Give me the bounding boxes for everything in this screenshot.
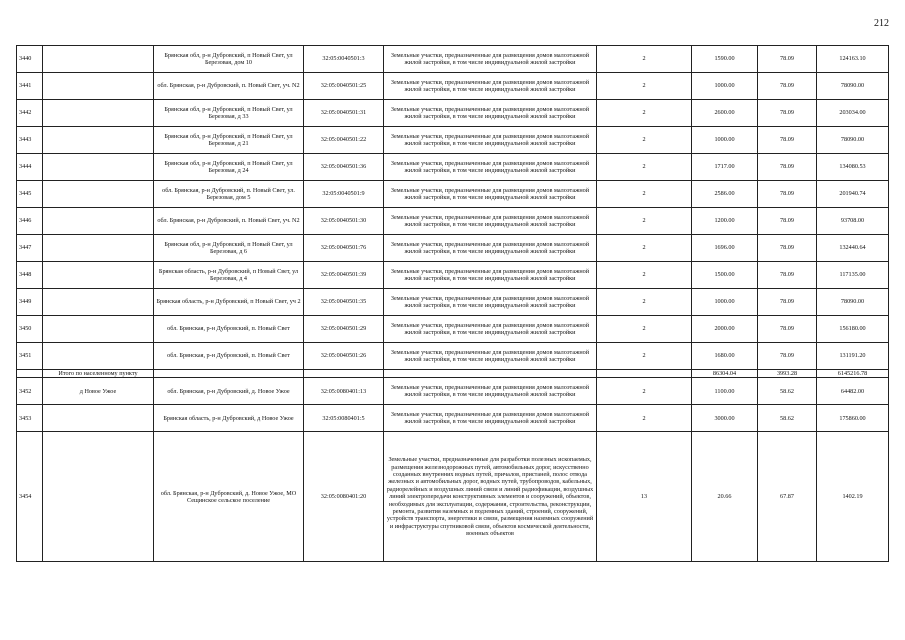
cell-sum: 78090.00 <box>817 127 889 154</box>
table-row <box>17 46 889 73</box>
cell-num: 3443 <box>17 127 43 154</box>
cell-use: Земельные участки, предназначенные для размещения домов малоэтажной жилой застройки, в том числе индивидуальной жилой застройки <box>384 378 597 405</box>
cell-cnt: 2 <box>597 46 692 73</box>
cell-sum: 78090.00 <box>817 289 889 316</box>
cell-cad: 32:05:0040501:3 <box>304 46 384 73</box>
cell-rate: 67.87 <box>758 432 817 562</box>
cell-cad: 32:05:0040501:39 <box>304 262 384 289</box>
cell-addr: Брянская обл, р-н Дубровский, п Новый Свет, ул Березовая, д 21 <box>154 127 304 154</box>
cell-use: Земельные участки, предназначенные для размещения домов малоэтажной жилой застройки, в том числе индивидуальной жилой застройки <box>384 100 597 127</box>
table-row <box>17 316 889 343</box>
cell-sum: 93708.00 <box>817 208 889 235</box>
cell-rate: 78.09 <box>758 235 817 262</box>
cell-sum: 203034.00 <box>817 100 889 127</box>
cell-addr: обл. Брянская, р-н Дубровский, п. Новый Свет <box>154 316 304 343</box>
cell-cad: 32:05:0080401:5 <box>304 405 384 432</box>
cell-addr: обл. Брянская, р-н Дубровский, п. Новый Свет, уч. N2 <box>154 208 304 235</box>
cell-cad: 32:05:0040501:22 <box>304 127 384 154</box>
cell-addr: Брянская область, р-н Дубровский, п Новый Свет, ул Березовая, д 4 <box>154 262 304 289</box>
cell-num: 3445 <box>17 181 43 208</box>
cell-cnt: 2 <box>597 100 692 127</box>
cell-use: Земельные участки, предназначенные для размещения домов малоэтажной жилой застройки, в том числе индивидуальной жилой застройки <box>384 181 597 208</box>
cell-num: 3454 <box>17 432 43 562</box>
cell-cnt: 13 <box>597 432 692 562</box>
cell-cnt: 2 <box>597 154 692 181</box>
cell-loc <box>43 262 154 289</box>
cell-cnt: 2 <box>597 405 692 432</box>
cell-use: Земельные участки, предназначенные для размещения домов малоэтажной жилой застройки, в том числе индивидуальной жилой застройки <box>384 343 597 370</box>
cell-area: 1000.00 <box>692 289 758 316</box>
cell-cad: 32:05:0040501:76 <box>304 235 384 262</box>
cell-area: 1696.00 <box>692 235 758 262</box>
cell-loc <box>43 181 154 208</box>
cell-sum: 78090.00 <box>817 73 889 100</box>
cell-area: 1680.00 <box>692 343 758 370</box>
table-row <box>17 343 889 370</box>
cell-area: 1500.00 <box>692 262 758 289</box>
cell-num: 3442 <box>17 100 43 127</box>
cell-use: Земельные участки, предназначенные для размещения домов малоэтажной жилой застройки, в том числе индивидуальной жилой застройки <box>384 262 597 289</box>
cell-cad: 32:05:0040501:26 <box>304 343 384 370</box>
cell-empty <box>304 370 384 378</box>
cell-rate: 58.62 <box>758 405 817 432</box>
table-row <box>17 208 889 235</box>
cell-loc <box>43 343 154 370</box>
cell-cad: 32:05:0040501:36 <box>304 154 384 181</box>
page-number: 212 <box>874 18 889 29</box>
cell-num: 3441 <box>17 73 43 100</box>
cell-num: 3450 <box>17 316 43 343</box>
cell-area: 1717.00 <box>692 154 758 181</box>
table-row <box>17 262 889 289</box>
cell-empty <box>597 370 692 378</box>
cell-empty <box>154 370 304 378</box>
table-row <box>17 405 889 432</box>
cell-rate: 78.09 <box>758 316 817 343</box>
cell-addr: Брянская обл, р-н Дубровский, п Новый Свет, ул Березовая, дом 10 <box>154 46 304 73</box>
cell-num: 3451 <box>17 343 43 370</box>
total-sum: 6145216.78 <box>817 370 889 378</box>
total-rate: 3993.28 <box>758 370 817 378</box>
cell-cad: 32:05:0080401:13 <box>304 378 384 405</box>
cell-use: Земельные участки, предназначенные для размещения домов малоэтажной жилой застройки, в том числе индивидуальной жилой застройки <box>384 127 597 154</box>
cell-num: 3453 <box>17 405 43 432</box>
cell-num: 3446 <box>17 208 43 235</box>
cell-sum: 201940.74 <box>817 181 889 208</box>
cell-addr: Брянская область, р-н Дубровский, п Новый Свет, уч 2 <box>154 289 304 316</box>
cell-cad: 32:05:0040501:29 <box>304 316 384 343</box>
table-row <box>17 235 889 262</box>
cell-cnt: 2 <box>597 262 692 289</box>
cell-sum: 1402.19 <box>817 432 889 562</box>
cell-rate: 78.09 <box>758 181 817 208</box>
cell-cad: 32:05:0040501:25 <box>304 73 384 100</box>
cell-addr: Брянская обл, р-н Дубровский, п Новый Свет, ул Березовая, д 24 <box>154 154 304 181</box>
total-area: 86304.04 <box>692 370 758 378</box>
cell-cnt: 2 <box>597 235 692 262</box>
cell-loc <box>43 432 154 562</box>
cell-use: Земельные участки, предназначенные для размещения домов малоэтажной жилой застройки, в том числе индивидуальной жилой застройки <box>384 316 597 343</box>
cell-sum: 117135.00 <box>817 262 889 289</box>
total-label: Итого по населенному пункту <box>43 370 154 378</box>
cell-sum: 175860.00 <box>817 405 889 432</box>
table-row <box>17 127 889 154</box>
table-row <box>17 181 889 208</box>
cell-area: 20.66 <box>692 432 758 562</box>
table-row <box>17 289 889 316</box>
cell-num: 3444 <box>17 154 43 181</box>
cell-use: Земельные участки, предназначенные для размещения домов малоэтажной жилой застройки, в том числе индивидуальной жилой застройки <box>384 46 597 73</box>
cell-sum: 131191.20 <box>817 343 889 370</box>
table-row <box>17 432 889 562</box>
cell-rate: 78.09 <box>758 289 817 316</box>
cell-rate: 78.09 <box>758 73 817 100</box>
cell-loc <box>43 316 154 343</box>
cell-num: 3449 <box>17 289 43 316</box>
table-row <box>17 378 889 405</box>
cell-area: 1200.00 <box>692 208 758 235</box>
cell-empty <box>384 370 597 378</box>
cell-rate: 78.09 <box>758 343 817 370</box>
cell-rate: 58.62 <box>758 378 817 405</box>
cell-addr: обл. Брянская, р-н Дубровский, д. Новое Ужое <box>154 378 304 405</box>
cell-area: 1000.00 <box>692 73 758 100</box>
cell-use: Земельные участки, предназначенные для размещения домов малоэтажной жилой застройки, в том числе индивидуальной жилой застройки <box>384 289 597 316</box>
table-row <box>17 100 889 127</box>
cell-loc <box>43 208 154 235</box>
cell-num: 3447 <box>17 235 43 262</box>
cell-addr: Брянская обл, р-н Дубровский, п Новый Свет, ул Березовая, д 6 <box>154 235 304 262</box>
cell-addr: обл. Брянская, р-н Дубровский, п. Новый Свет, ул. Березовая, дом 5 <box>154 181 304 208</box>
cell-cnt: 2 <box>597 127 692 154</box>
cell-cad: 32:05:0080401:20 <box>304 432 384 562</box>
cell-use: Земельные участки, предназначенные для размещения домов малоэтажной жилой застройки, в том числе индивидуальной жилой застройки <box>384 208 597 235</box>
cell-area: 1590.00 <box>692 46 758 73</box>
cell-area: 2586.00 <box>692 181 758 208</box>
cell-sum: 156180.00 <box>817 316 889 343</box>
cell-use: Земельные участки, предназначенные для размещения домов малоэтажной жилой застройки, в том числе индивидуальной жилой застройки <box>384 73 597 100</box>
cell-cad: 32:05:0040501:35 <box>304 289 384 316</box>
cell-num: 3440 <box>17 46 43 73</box>
cell-addr: обл. Брянская, р-н Дубровский, п. Новый Свет, уч. N2 <box>154 73 304 100</box>
land-plots-table <box>16 45 889 562</box>
cell-use: Земельные участки, предназначенные для размещения домов малоэтажной жилой застройки, в том числе индивидуальной жилой застройки <box>384 405 597 432</box>
cell-sum: 132440.64 <box>817 235 889 262</box>
cell-use: Земельные участки, предназначенные для размещения домов малоэтажной жилой застройки, в том числе индивидуальной жилой застройки <box>384 154 597 181</box>
cell-cad: 32:05:0040501:30 <box>304 208 384 235</box>
cell-use: Земельные участки, предназначенные для разработки полезных ископаемых, размещения железнодорожных путей, автомобильных дорог, искусственно созданных внутренних водных путей, причалов, пристаней, полос отвода железных и автомобильных дорог, водных путей, трубопроводов, кабельных, радиорелейных и воздушных линий связи и линий радиофикации, воздушных линий электропередачи конструктивных элементов и сооружений, объектов, необходимых для эксплуатации, содержания, строительства, реконструкции, ремонта, развития наземных и подземных зданий, строений, сооружений, устройств транспорта, энергетики и связи, размещения наземных сооружений и инфраструктуры спутниковой связи, объектов космической деятельности, военных объектов <box>384 432 597 562</box>
cell-loc <box>43 100 154 127</box>
cell-cnt: 2 <box>597 316 692 343</box>
cell-addr: Брянская область, р-н Дубровский, д Новое Ужое <box>154 405 304 432</box>
cell-cnt: 2 <box>597 181 692 208</box>
cell-num: 3448 <box>17 262 43 289</box>
cell-addr: обл. Брянская, р-н Дубровский, п. Новый Свет <box>154 343 304 370</box>
cell-rate: 78.09 <box>758 208 817 235</box>
cell-loc: д Новое Ужое <box>43 378 154 405</box>
cell-empty <box>17 370 43 378</box>
cell-rate: 78.09 <box>758 100 817 127</box>
cell-area: 3000.00 <box>692 405 758 432</box>
cell-cad: 32:05:0040501:9 <box>304 181 384 208</box>
cell-loc <box>43 405 154 432</box>
cell-area: 1000.00 <box>692 127 758 154</box>
cell-loc <box>43 127 154 154</box>
cell-cnt: 2 <box>597 378 692 405</box>
cell-cnt: 2 <box>597 343 692 370</box>
cell-sum: 124163.10 <box>817 46 889 73</box>
cell-cnt: 2 <box>597 208 692 235</box>
cell-area: 2600.00 <box>692 100 758 127</box>
table-row <box>17 73 889 100</box>
cell-area: 1100.00 <box>692 378 758 405</box>
cell-num: 3452 <box>17 378 43 405</box>
cell-addr: обл. Брянская, р-н Дубровский, д. Новое Ужое, МО Сещинское сельское поселение <box>154 432 304 562</box>
table-row <box>17 154 889 181</box>
cell-loc <box>43 73 154 100</box>
cell-loc <box>43 289 154 316</box>
cell-use: Земельные участки, предназначенные для размещения домов малоэтажной жилой застройки, в том числе индивидуальной жилой застройки <box>384 235 597 262</box>
cell-cnt: 2 <box>597 73 692 100</box>
cell-sum: 134080.53 <box>817 154 889 181</box>
cell-addr: Брянская обл, р-н Дубровский, п Новый Свет, ул Березовая, д 33 <box>154 100 304 127</box>
cell-sum: 64482.00 <box>817 378 889 405</box>
cell-rate: 78.09 <box>758 46 817 73</box>
cell-cad: 32:05:0040501:31 <box>304 100 384 127</box>
cell-loc <box>43 235 154 262</box>
cell-rate: 78.09 <box>758 154 817 181</box>
cell-cnt: 2 <box>597 289 692 316</box>
cell-area: 2000.00 <box>692 316 758 343</box>
total-row <box>17 370 889 378</box>
cell-loc <box>43 46 154 73</box>
cell-loc <box>43 154 154 181</box>
cell-rate: 78.09 <box>758 127 817 154</box>
cell-rate: 78.09 <box>758 262 817 289</box>
